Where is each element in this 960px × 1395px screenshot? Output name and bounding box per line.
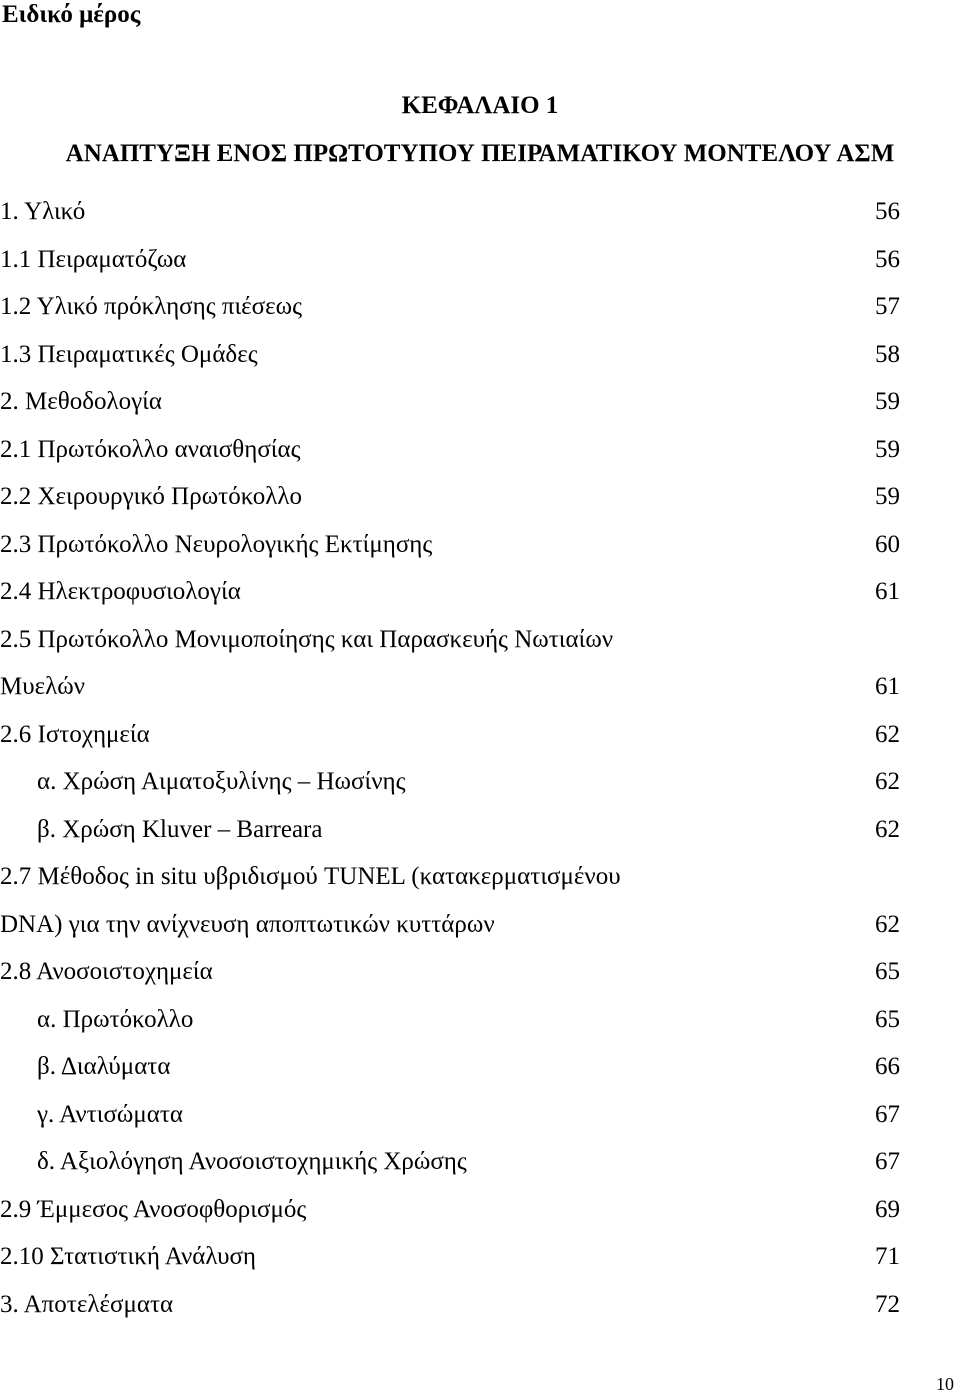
toc-entry-title: α. Χρώση Αιματοξυλίνης – Ηωσίνης bbox=[37, 768, 406, 795]
toc-entry bbox=[0, 435, 960, 465]
toc-entry bbox=[0, 1242, 960, 1272]
toc-entry bbox=[0, 245, 960, 275]
toc-entry-page: 61 bbox=[875, 578, 900, 605]
toc-entry bbox=[0, 720, 960, 750]
toc-entry-title: β. Χρώση Kluver – Barreara bbox=[37, 816, 323, 843]
toc-entry-title: 2.4 Ηλεκτροφυσιολογία bbox=[0, 578, 241, 605]
toc-entry bbox=[0, 910, 960, 940]
toc-entry-page: 62 bbox=[875, 768, 900, 795]
toc-entry bbox=[0, 1005, 960, 1035]
toc-entry bbox=[0, 815, 960, 845]
toc-entry-title: α. Πρωτόκολλο bbox=[37, 1006, 194, 1033]
toc-entry-title: 1.1 Πειραματόζωα bbox=[0, 246, 187, 273]
toc-entry bbox=[0, 387, 960, 417]
toc-entry bbox=[0, 577, 960, 607]
toc-entry-page: 67 bbox=[875, 1101, 900, 1128]
toc-entry-title: 2.7 Μέθοδος in situ υβριδισμού TUNEL (κατακερματισμένου bbox=[0, 863, 621, 890]
toc-entry-title: 2.6 Ιστοχημεία bbox=[0, 721, 150, 748]
toc-entry-title: 3. Αποτελέσματα bbox=[0, 1291, 174, 1318]
toc-entry bbox=[0, 1147, 960, 1177]
toc-entry-page: 66 bbox=[875, 1053, 900, 1080]
toc-entry-title: 2.9 Έμμεσος Ανοσοφθορισμός bbox=[0, 1196, 307, 1223]
toc-entry-title: 2. Μεθοδολογία bbox=[0, 388, 162, 415]
toc-entry bbox=[0, 957, 960, 987]
toc-entry bbox=[0, 1100, 960, 1130]
toc-entry-page: 65 bbox=[875, 958, 900, 985]
toc-entry-page: 60 bbox=[875, 531, 900, 558]
toc-entry-title: Μυελών bbox=[0, 673, 85, 700]
toc-entry bbox=[0, 530, 960, 560]
toc-entry-page: 71 bbox=[875, 1243, 900, 1270]
section-heading: Ειδικό μέρος bbox=[2, 1, 141, 28]
toc-entry-page: 57 bbox=[875, 293, 900, 320]
toc-entry-page: 61 bbox=[875, 673, 900, 700]
toc-entry-title: DNA) για την ανίχνευση αποπτωτικών κυττάρων bbox=[0, 911, 495, 938]
toc-entry-page: 59 bbox=[875, 436, 900, 463]
toc-entry-title: 2.8 Ανοσοιστοχημεία bbox=[0, 958, 213, 985]
toc-entry-title: 2.2 Χειρουργικό Πρωτόκολλο bbox=[0, 483, 303, 510]
chapter-label: ΚΕΦΑΛΑΙΟ 1 bbox=[401, 92, 559, 119]
toc-entry-title: γ. Αντισώματα bbox=[37, 1101, 184, 1128]
toc-entry-page: 62 bbox=[875, 816, 900, 843]
toc-entry bbox=[0, 1052, 960, 1082]
toc-entry-page: 59 bbox=[875, 388, 900, 415]
toc-entry-page: 67 bbox=[875, 1148, 900, 1175]
toc-entry bbox=[0, 672, 960, 702]
toc-entry-title: β. Διαλύματα bbox=[37, 1053, 171, 1080]
toc-entry bbox=[0, 1290, 960, 1320]
toc-entry-title: 2.3 Πρωτόκολλο Νευρολογικής Εκτίμησης bbox=[0, 531, 433, 558]
toc-entry bbox=[0, 292, 960, 322]
toc-entry-page: 69 bbox=[875, 1196, 900, 1223]
toc-entry-page: 62 bbox=[875, 911, 900, 938]
toc-entry-page: 58 bbox=[875, 341, 900, 368]
toc-entry bbox=[0, 625, 960, 655]
toc-entry-title: 2.1 Πρωτόκολλο αναισθησίας bbox=[0, 436, 301, 463]
toc-entry bbox=[0, 767, 960, 797]
toc-entry-page: 65 bbox=[875, 1006, 900, 1033]
toc-entry-title: 2.10 Στατιστική Ανάλυση bbox=[0, 1243, 257, 1270]
toc-entry bbox=[0, 482, 960, 512]
toc-entry-title: 2.5 Πρωτόκολλο Μονιμοποίησης και Παρασκευής Νωτιαίων bbox=[0, 626, 614, 653]
page-number: 10 bbox=[936, 1374, 954, 1394]
toc-entry bbox=[0, 197, 960, 227]
toc-entry-title: 1.2 Υλικό πρόκλησης πιέσεως bbox=[0, 293, 303, 320]
chapter-title: ΑΝΑΠΤΥΞΗ ΕΝΟΣ ΠΡΩΤΟΤΥΠΟΥ ΠΕΙΡΑΜΑΤΙΚΟΥ ΜΟΝΤΕΛΟΥ ΑΣΜ bbox=[65, 140, 895, 167]
toc-entry-page: 59 bbox=[875, 483, 900, 510]
toc-entry bbox=[0, 862, 960, 892]
toc-entry bbox=[0, 340, 960, 370]
toc-entry-page: 56 bbox=[875, 246, 900, 273]
toc-entry-title: 1. Υλικό bbox=[0, 198, 86, 225]
toc-entry-page: 62 bbox=[875, 721, 900, 748]
toc-entry-title: δ. Αξιολόγηση Ανοσοιστοχημικής Χρώσης bbox=[37, 1148, 467, 1175]
toc-entry-page: 72 bbox=[875, 1291, 900, 1318]
toc-entry-page: 56 bbox=[875, 198, 900, 225]
toc-entry-title: 1.3 Πειραματικές Ομάδες bbox=[0, 341, 258, 368]
toc-entry bbox=[0, 1195, 960, 1225]
